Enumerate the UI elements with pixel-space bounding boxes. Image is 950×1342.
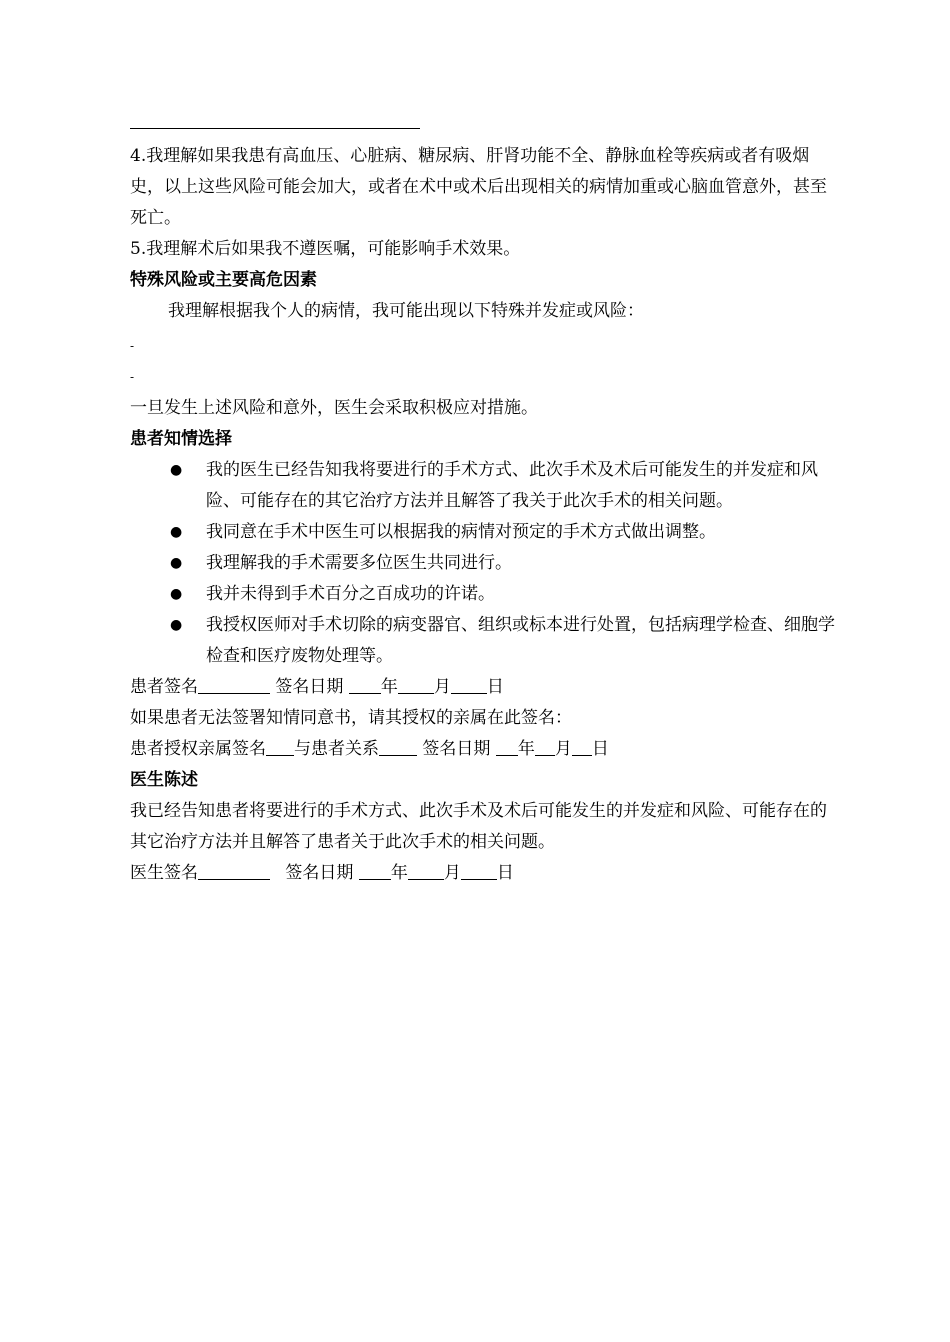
doctor-month-blank[interactable]: [408, 862, 444, 880]
doctor-heading: 医生陈述: [130, 770, 198, 790]
patient-month-blank[interactable]: [398, 676, 434, 694]
list-item-text: 我并未得到手术百分之百成功的许诺。: [206, 584, 495, 604]
risk-item-5: 5.我理解术后如果我不遵医嘱，可能影响手术效果。: [130, 239, 521, 259]
list-item: [130, 455, 840, 517]
doctor-statement: 我已经告知患者将要进行的手术方式、此次手术及术后可能发生的并发症和风险、可能存在的其它治疗方法并且解答了患者关于此次手术的相关问题。: [130, 801, 827, 852]
risk-item-4: 4.我理解如果我患有高血压、心脏病、糖尿病、肝肾功能不全、静脉血栓等疾病或者有吸烟史，以上这些风险可能会加大，或者在术中或术后出现相关的病情加重或心脑血管意外，甚至死亡。: [130, 146, 827, 228]
bullet-icon: ●: [170, 524, 183, 540]
doctor-signature-line: [130, 858, 840, 889]
relative-note: 如果患者无法签署知情同意书，请其授权的亲属在此签名：: [130, 708, 572, 728]
doctor-year-blank[interactable]: [359, 862, 391, 880]
list-item-text: 我授权医师对手术切除的病变器官、组织或标本进行处置，包括病理学检查、细胞学检查和医疗废物处理等。: [206, 615, 835, 666]
special-risk-intro: 我理解根据我个人的病情，我可能出现以下特殊并发症或风险：: [168, 301, 644, 321]
month-label: 月: [443, 863, 461, 883]
relative-signature-blank[interactable]: [266, 738, 294, 756]
doctor-signature-blank[interactable]: [198, 862, 270, 880]
patient-year-blank[interactable]: [349, 676, 381, 694]
relative-year-blank[interactable]: [496, 738, 518, 756]
patient-choice-heading: 患者知情选择: [130, 429, 232, 449]
list-item: [130, 610, 840, 672]
patient-signature-blank[interactable]: [198, 676, 270, 694]
special-risk-dash-2: -: [130, 370, 135, 384]
special-risk-dash-1: -: [130, 339, 135, 353]
list-item: [130, 579, 840, 610]
top-divider-line: [130, 128, 420, 129]
day-label: 日: [591, 739, 609, 759]
day-label: 日: [486, 677, 504, 697]
month-label: 月: [554, 739, 572, 759]
year-label: 年: [517, 739, 535, 759]
relative-day-blank[interactable]: [572, 738, 592, 756]
relative-month-blank[interactable]: [535, 738, 555, 756]
consent-form-page: [130, 128, 840, 889]
month-label: 月: [433, 677, 451, 697]
bullet-icon: ●: [170, 617, 183, 633]
list-item-text: 我的医生已经告知我将要进行的手术方式、此次手术及术后可能发生的并发症和风险、可能存在的其它治疗方法并且解答了我关于此次手术的相关问题。: [206, 460, 818, 511]
special-risk-closing: 一旦发生上述风险和意外，医生会采取积极应对措施。: [130, 398, 538, 418]
bullet-icon: ●: [170, 462, 183, 478]
bullet-icon: ●: [170, 555, 183, 571]
bullet-icon: ●: [170, 586, 183, 602]
doctor-day-blank[interactable]: [461, 862, 497, 880]
patient-day-blank[interactable]: [451, 676, 487, 694]
list-item: [130, 517, 840, 548]
relative-date-label: 签名日期: [422, 739, 491, 759]
day-label: 日: [496, 863, 514, 883]
list-item-text: 我理解我的手术需要多位医生共同进行。: [206, 553, 512, 573]
list-item-text: 我同意在手术中医生可以根据我的病情对预定的手术方式做出调整。: [206, 522, 716, 542]
list-item: [130, 548, 840, 579]
doctor-signature-label: 医生签名: [130, 863, 198, 883]
relative-signature-line: [130, 734, 840, 765]
relative-relation-label: 与患者关系: [294, 739, 379, 759]
patient-date-label: 签名日期: [275, 677, 344, 697]
special-risk-heading: 特殊风险或主要高危因素: [130, 270, 317, 290]
patient-choice-list: [130, 455, 840, 672]
year-label: 年: [380, 677, 398, 697]
doctor-date-label: 签名日期: [285, 863, 354, 883]
patient-signature-label: 患者签名: [130, 677, 198, 697]
patient-signature-line: [130, 672, 840, 703]
relative-relation-blank[interactable]: [379, 738, 417, 756]
relative-signature-label: 患者授权亲属签名: [130, 739, 266, 759]
year-label: 年: [390, 863, 408, 883]
